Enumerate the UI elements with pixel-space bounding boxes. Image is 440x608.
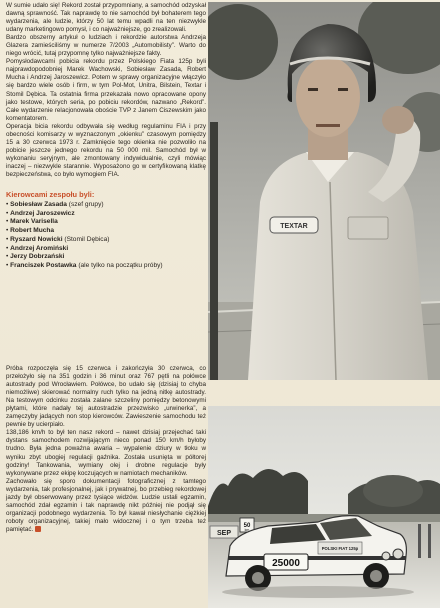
driver-name: Sobiesław Zasada [10, 201, 67, 209]
distance-sign-number: 50 [243, 523, 251, 529]
drivers-heading: Kierowcami zespołu byli: [6, 190, 95, 200]
driver-item [6, 262, 206, 271]
sponsor-banner-text: SEP [216, 530, 232, 537]
article-column [6, 2, 206, 271]
race-number: 25000 [272, 558, 300, 569]
paragraph-rules: Operacja bicia rekordu odbywała się według regulaminu FIA i przy obecności komisarzy w wyznaczonym „okienku” czasowym pomiędzy 15 a 30 czerwca 1973 r. Zamknięcie tego okienka nie pozwoliło na pobicie jeszcze jednego rekordu na 50 000 mil. Samochód był w wykonaniu seryjnym, ale zmontowany indywidualnie, czyli mówiąc inaczej – niezwykle starannie. Wyposażono go w certyfikowaną klatkę bezpieczeństwa, co było wymogiem FIA. [6, 122, 206, 178]
driver-portrait-image [208, 2, 440, 380]
driver-note: (szef grupy) [66, 201, 104, 209]
driver-item [6, 253, 206, 262]
driver-item [6, 201, 206, 210]
paragraph-reference: Bardzo obszerny artykuł o ludziach i rekordzie autorstwa Andrzeja Glazera zamieściliśmy w numerze 7/2003 „Automobilisty”. Warto do niego wrócić, tutaj przypomnę tylko najważniejsze fakty. [6, 34, 206, 58]
paragraph-documentation [6, 478, 206, 534]
driver-item [6, 210, 206, 219]
paragraph-documentation-text: Zachowało się sporo dokumentacji fotograficznej z tamtego wydarzenia, tak profesjonalnej, jak i prywatnej, bo przebieg rekordowej jazdy był obserwowany przez tysiące widzów. Ludzie ustali egzamin, samochód zdał egzamin i tak naprawdę nikt później nie podjął się organizacji podobnego wydarzenia. To był kawał niesłychanie ciężkiej roboty organizacyjnej, takiej mało widocznej i o tym trzeba też pamiętać. [6, 477, 206, 533]
car-door-lettering: POLSKI FIAT 125p [321, 546, 359, 551]
driver-name: Andrzej Aromiński [10, 244, 69, 252]
record-car-photo [208, 406, 440, 608]
end-of-article-mark [35, 526, 41, 532]
paragraph-attempt: Próba rozpoczęła się 15 czerwca i zakończyła 30 czerwca, co przełożyło się na 351 godzin i 36 minut oraz 767 pętli na połówce autostrady pod Wrocławiem. Połówce, bo udało się (dzisiaj to chyba niemożliwe) skierować normalny ruch tylko na jedną nitkę autostrady. Na testowym odcinku została zalane szczeliny pomiędzy betonowymi płytami, które nadały tej autostradzie przezwisko „urwinerka”, a zamęczyby jadących non stop kierowców. Zawieszenie samochodu też pewnie by ucierpiało. [6, 365, 206, 429]
drivers-list [6, 201, 206, 271]
driver-item [6, 227, 206, 236]
driver-item [6, 236, 206, 245]
paragraph-speed: 138,186 km/h to był ten nasz rekord – nawet dzisiaj przejechać taki dystans samochodem rozwijającym nieco ponad 150 km/h byłoby trudno. Była jedna poważna awaria – wypalenie dziury w tłoku w wyniku zbyt ubogiej regulacji gaźnika. Została usunięta w półtorej godziny! Tankowania, wymiany olej i drobne regulacje były wykonywane przez ekipę koczujących w namiotach mechaników. [6, 429, 206, 477]
distance-sign-unit: km [244, 528, 250, 532]
driver-name: Andrzej Jaroszewicz [10, 209, 75, 217]
article-column-continued [6, 365, 206, 534]
driver-name: Jerzy Dobrzański [10, 253, 65, 261]
driver-item [6, 218, 206, 227]
driver-note: (ale tylko na początku próby) [76, 262, 163, 269]
paragraph-organizers: Pomysłodawcami pobicia rekordu przez Polskiego Fiata 125p byli najprawdopodobniej Marek Wachowski, Sobiesław Zasada, Robert Mucha i Andrzej Jaroszewicz. Potem w sprawy organizacyjne włączyło się bardzo wiele osób i firm, w tym Pol-Mot, Unitra, Bilstein, Textar i Stomil Dębica. Ta ostatnia firma przekazała nowo opracowane opony jako testowe, których seria, po pobiciu rekordów, nazwano „Rekord”. Całe wydarzenie relacjonowała oboście TVP z Janem Ciszewskim jako komentatorem. [6, 58, 206, 122]
driver-name: Robert Mucha [10, 227, 55, 235]
paragraph-intro: W sumie udało się! Rekord został przypomniany, a samochód odzyskał dawną sprawność. Tak naprawdę to nie samochód był bohaterem tego wydarzenia, ale ludzie, którzy 50 lat temu wpadli na ten niezwykle udany marketingowo pomysł, i co najważniejsze, go zrealizowali. [6, 2, 206, 34]
driver-portrait-photo [208, 2, 440, 380]
driver-name: Ryszard Nowicki [10, 235, 63, 243]
driver-name: Marek Varisella [10, 218, 58, 226]
driver-note: (Stomil Dębica) [62, 235, 110, 243]
driver-name: Franciszek Postawka [10, 262, 77, 269]
record-car-image [208, 406, 440, 608]
textar-badge-text: TEXTAR [280, 223, 308, 230]
driver-item [6, 245, 206, 254]
